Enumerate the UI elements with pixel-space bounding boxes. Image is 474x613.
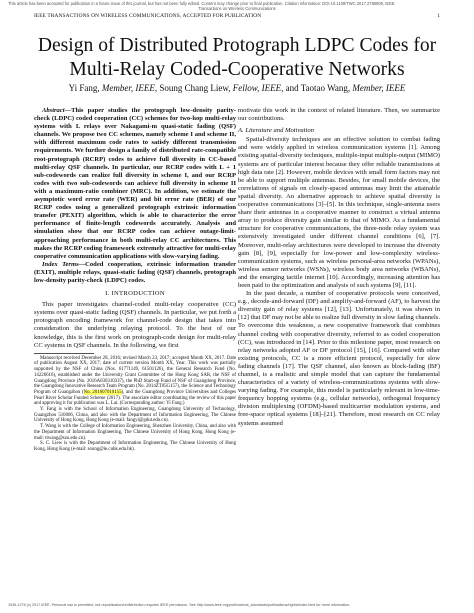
index-terms-label: Index Terms bbox=[42, 260, 79, 268]
right-column bbox=[238, 107, 440, 428]
intro-paragraph: This paper investigates channel-coded multi-relay cooperative (CC) systems over quasi-static fading (QSF) channels. In particular, we put forth a protograph encoding framework for channel-code design that takes into consideration the underlying relaying protocol. To the best of our knowledge, this is the first work on protograph-code design for multi-relay CC systems in QSF channels. In the following, we first bbox=[34, 301, 236, 349]
index-terms-text: —Coded cooperation, extrinsic information transfer (EXIT), multiple relays, quasi-static fading (QSF) channels, protograph low-density parity-check (LDPC) codes. bbox=[34, 260, 236, 284]
footnote-author-fang: Y. Fang is with the School of Information Engineering, Guangdong University of Technology, Guangzhou 510006, China, and also with the Department of Information Engineering, The Chinese University of Hong Kong, Hong Kong (e-mail: fangyi@gdut.edu.cn). bbox=[34, 407, 236, 424]
footnote-rule bbox=[34, 353, 94, 354]
left-column bbox=[34, 107, 236, 453]
page-number: 1 bbox=[437, 13, 440, 19]
abstract-label: Abstract bbox=[42, 107, 65, 114]
preprint-notice-line-1: This article has been accepted for publication in a future issue of this journal, but has not been fully edited. Content may change prior to final publication. Citation information: DOI 10.1109/TWC.2017.2785809, IEEE bbox=[8, 1, 395, 6]
author-list: Yi Fang, Member, IEEE, Soung Chang Liew, Fellow, IEEE, and Taotao Wang, Member, IEEE bbox=[68, 83, 406, 93]
intro-continued: motivate this work in the context of related literature. Then, we summarize our contributions. bbox=[238, 107, 440, 123]
literature-paragraph-2: In the past decade, a number of cooperative protocols were conceived, e.g., decode-and-forward (DF) and amplify-and-forward (AF), to harvest the diversity gain of relay systems [12], [13]. Unfortunately, it was shown in [12] that DF may not be able to realize full diversity in slow fading channels. To overcome this weakness, a new cooperative framework that combines channel coding with cooperative diversity, referred to as coded cooperation (CC), was introduced in [14]. Prior to this milestone paper, most research on relay networks adopted AF or DF protocol [15], [16]. Compared with other existing protocols, CC is a more efficient protocol, especially for slow fading channels [17]. The QSF channel, also known as block-fading (BF) channel, is a realistic and simple model that can capture the fundamental characteristics of a variety of wireless-communications systems with slow-varying fading. For example, this model is particularly relevant in low-time-frequency hopping systems (e.g., cellular networks), orthogonal frequency division multiplexing (OFDM)-based multicarrier modulation systems, and free-space optical systems [18]–[21]. Therefore, most research on CC relay systems assumed bbox=[238, 290, 440, 427]
section-heading-introduction: I. INTRODUCTION bbox=[105, 290, 165, 298]
subsection-heading-literature: A. Literature and Motivation bbox=[238, 127, 314, 135]
paper-title-line-1: Design of Distributed Protograph LDPC Codes for bbox=[37, 35, 437, 56]
footnote-manuscript: Manuscript received December 28, 2016; revised March 23, 2017; accepted Month XX, 2017. Date of publication August XX, 2017; date of current version Month XX, Year. This work was partially supported by the NSF of China (Nos. 61771149, 61501126), the General Research Fund (No. 14226616), established under the University Grant Committee of the Hong Kong SAR, the NSF of Guangdong Province (No. 2016A030310337), the PhD Start-up Fund of NSF of Guangdong Province, the Guangdong Innovative Research Team Program (No. 2014ZT05G157), the Science and Technology Program of Guangzhou (No. 201607010155), and the Guangdong Province Universities and Colleges Pearl River Scholar Funded Scheme (2017). The associate editor coordinating the review of this paper and approving it for publication was L. Lai. (Corresponding author: Yi Fang.) bbox=[34, 355, 237, 407]
index-terms bbox=[34, 261, 236, 285]
footnote-author-liew: S. C. Liew is with the Department of Information Engineering, The Chinese University of Hong Kong, Hong Kong (e-mail: soung@ie.cuhk.edu.hk). bbox=[34, 441, 236, 452]
footnotes bbox=[34, 356, 236, 453]
abstract bbox=[34, 107, 236, 261]
paper-title-line-2: Multi-Relay Coded-Cooperative Networks bbox=[69, 59, 405, 80]
footnote-author-wang: T. Wang is with the College of Information Engineering, Shenzhen University, China, and also with the Department of Information Engineering, The Chinese University of Hong Kong, Hong Kong (e-mail: ttwang@szu.edu.cn). bbox=[34, 424, 236, 441]
abstract-text: —This paper studies the protograph low-density parity-check (LDPC) coded cooperation (CC) schemes for two-hop multi-relay systems with L relays over Nakagami-m quasi-static fading (QSF) channels. We propose two CC schemes, namely scheme I and scheme II, with different maximum code rates to satisfy different transmission requirements. We further design a family of distributed rate-compatible root-protograph (RCRP) codes to achieve full diversity in CC-based multi-relay QSF channels. In particular, our RCRP codes with L + 1 sub-codewords can realize full diversity in scheme I, and our RCRP codes with two sub-codewords can achieve full diversity in scheme II with a maximum-ratio combiner (MRC). In addition, we estimate the asymptotic word error rate (WER) and bit error rate (BER) of our RCRP codes using a generalized protograph extrinsic information transfer (PEXIT) algorithm, which is able to characterize the error performance of finite-length codewords accurately. Analysis and simulation show that our RCRP codes can achieve outage-limit-approaching performance in both multi-relay CC architectures. This makes the RCRP coding framework extremely attractive for multi-relay cooperative communication applications with slow-varying fading. bbox=[34, 107, 236, 260]
copyright-footer: 1536-1276 (c) 2017 IEEE. Personal use is permitted, but republication/redistribution requires IEEE permission. See http://www.ieee.org/publications_standards/publications/rights/index.html for more information. bbox=[8, 603, 351, 607]
preprint-notice-line-2: Transactions on Wireless Communications bbox=[198, 6, 276, 11]
literature-paragraph-1: Spatial-diversity techniques are an effective solution to combat fading and were widely applied in wireless communication systems [1]. Among existing spatial-diversity techniques, multiple-input multiple-output (MIMO) systems are of particular interest because they offer reliable transmissions at high data rate [2]. However, mobile devices with small form factors may not be able to support multiple antennas. Besides, for small mobile devices, the correlations of signals on closely-spaced antennas may limit the attainable spatial diversity. An alternative approach to achieve spatial diversity is cooperative communications [3]–[5]. In this technique, single-antenna users share their antennas in a cooperative manner to construct a virtual antenna array to produce diversity gain similar to that of MIMO. As a fundamental structure for cooperative communications, the three-node relay system was extensively investigated under different channel conditions [6], [7]. Moreover, multi-relay architectures were developed to increase the diversity gain [8], [9], especially for low-power and low-complexity wireless-communication systems, such as wireless personal-area networks (WPANs), wireless sensor networks (WSNs), wireless body area networks (WBANs), and the emerging tactile internet [10]. Accordingly, increasing attention has been paid to the optimization and analysis of such systems [9], [11]. bbox=[238, 136, 440, 289]
paper-title bbox=[20, 34, 454, 82]
running-head: IEEE TRANSACTIONS ON WIRELESS COMMUNICATIONS, ACCEPTED FOR PUBLICATION bbox=[34, 13, 262, 19]
preprint-notice bbox=[8, 1, 466, 11]
highlighted-grant-number: No. 201607010155 bbox=[83, 389, 122, 395]
